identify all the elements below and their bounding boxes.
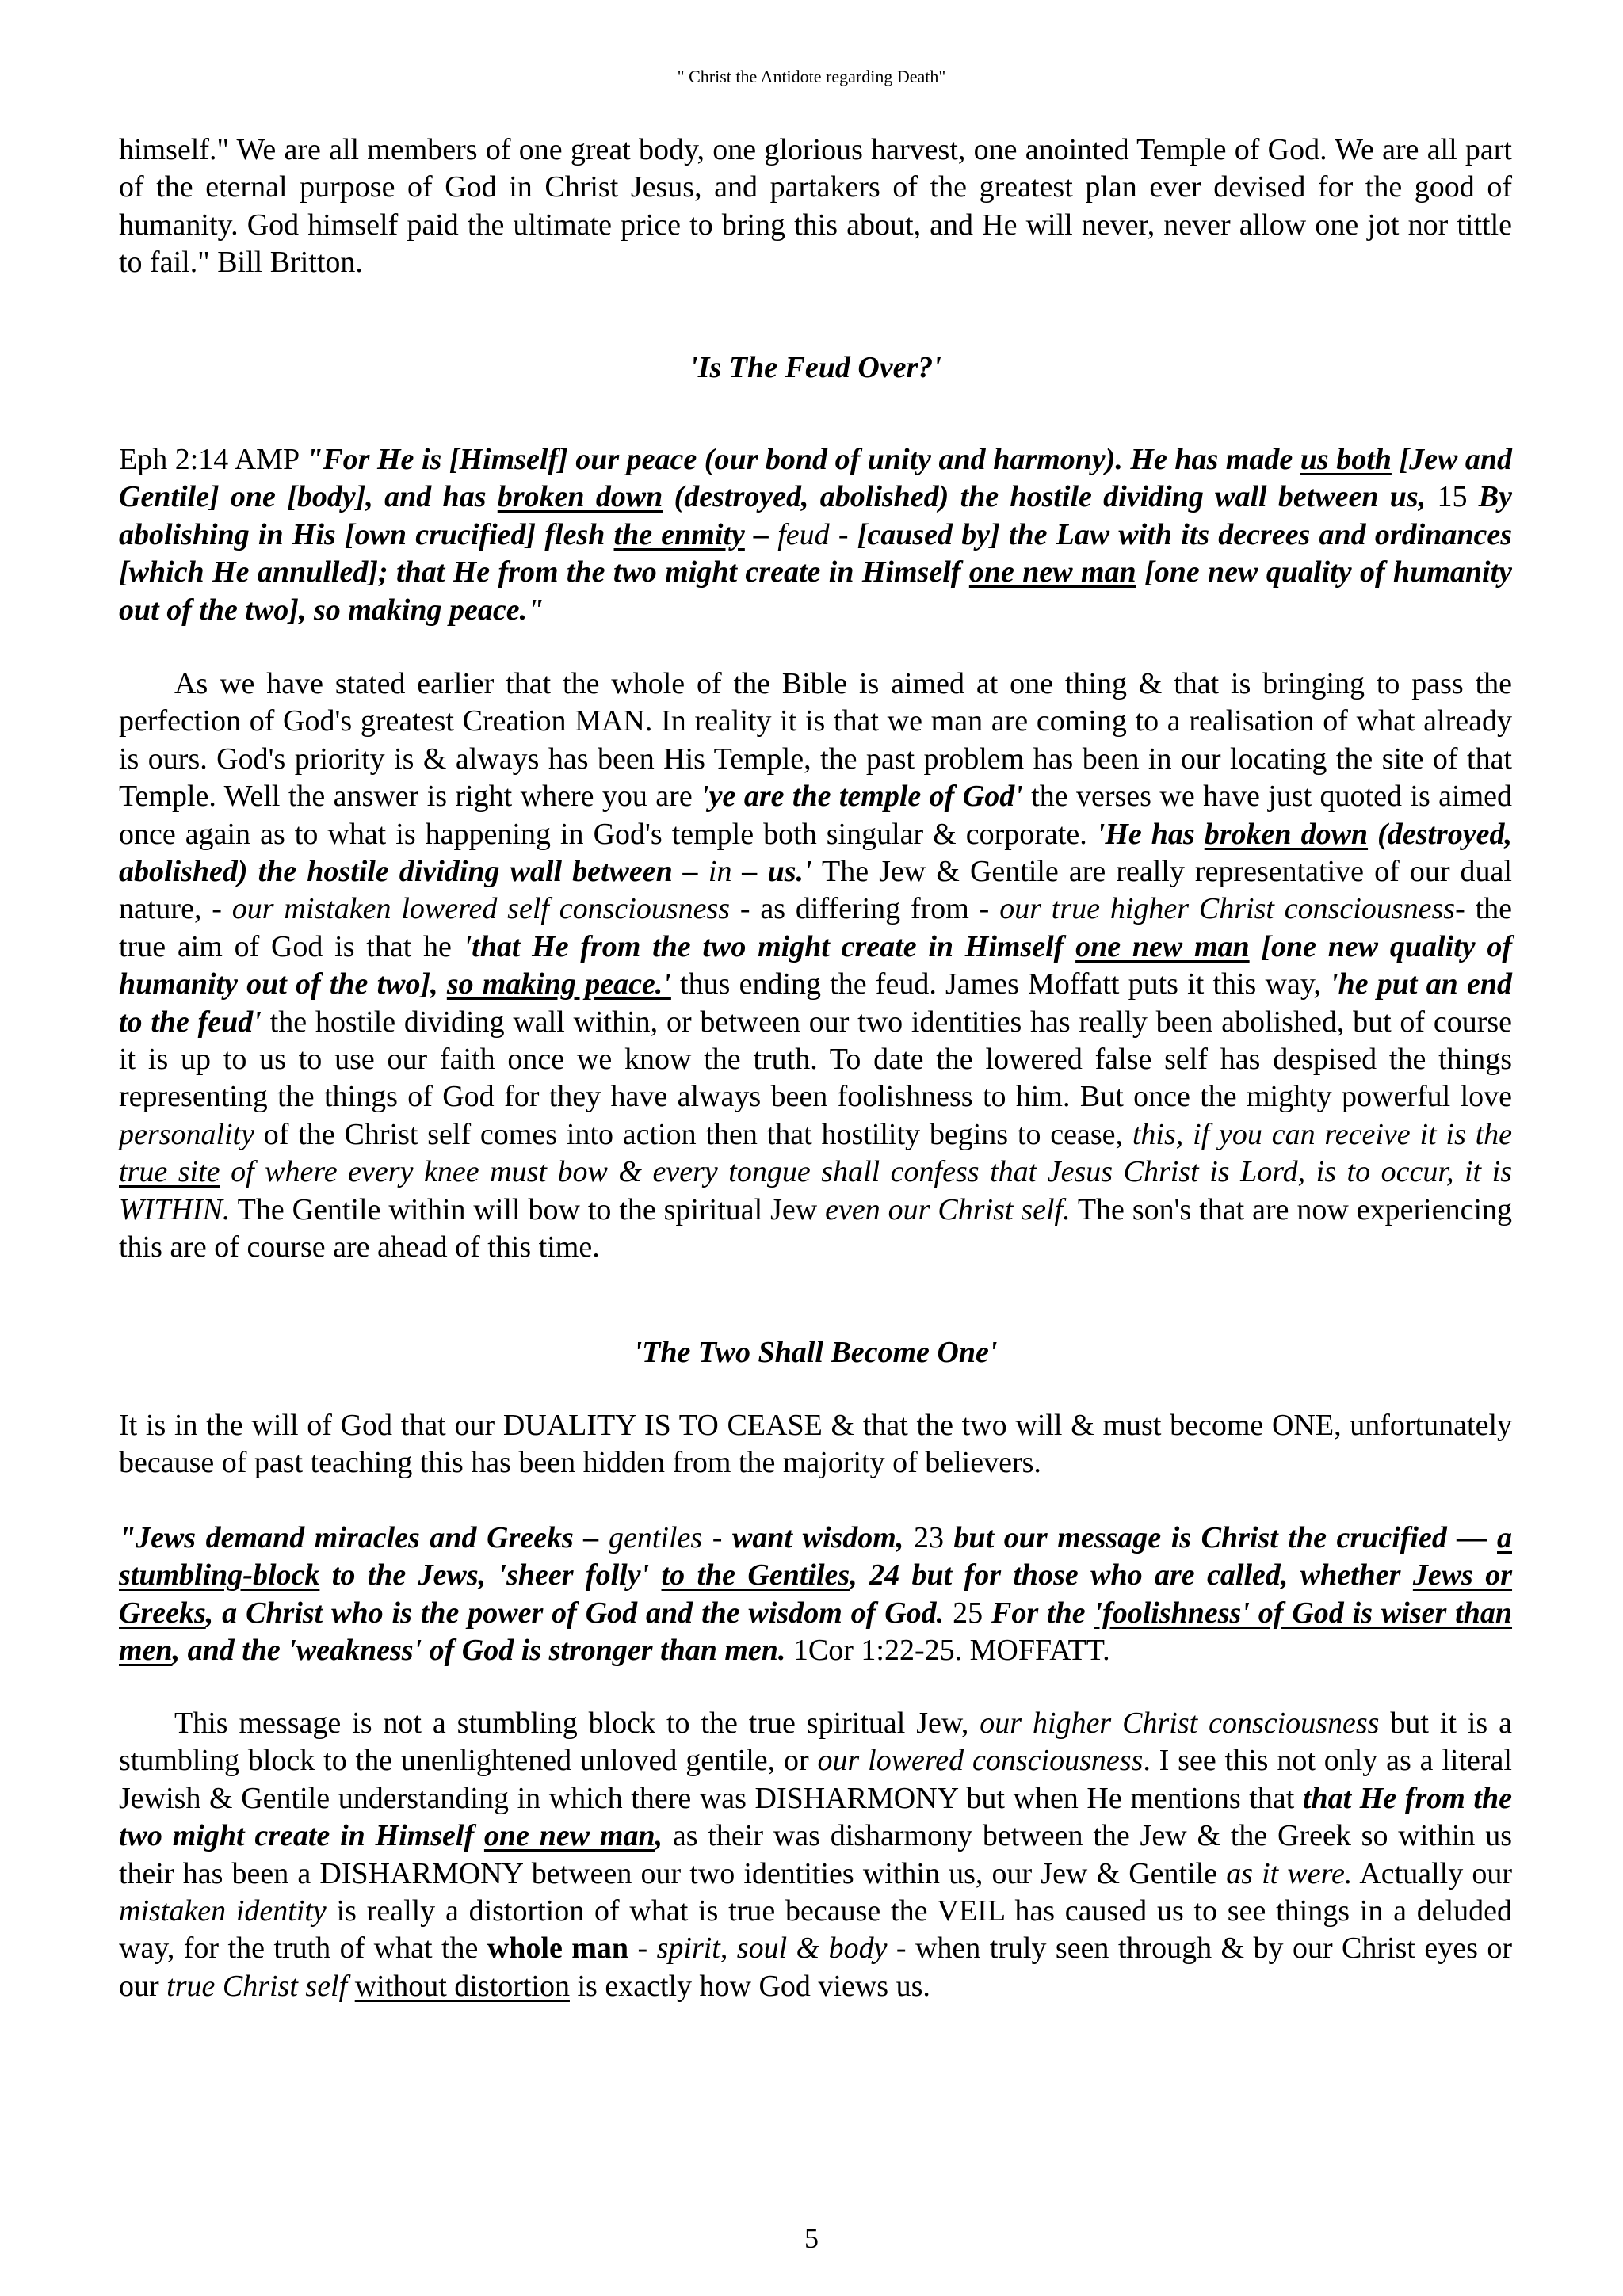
- section-heading-two-one: 'The Two Shall Become One': [633, 1336, 998, 1369]
- scripture-1cor-1-22: "Jews demand miracles and Greeks – gentiles - want wisdom, 23 but our message is Christ the crucified — a stumbling-block to the Jews, 'sheer folly' to the Gentiles, 24 but for those who are called, whether Jews or Greeks, a Christ who is the power of God and the wisdom of God. 25 For the 'foolishness' of God is wiser than men, and the 'weakness' of God is stronger than men. 1Cor 1:22-25. MOFFATT.: [119, 1521, 1513, 1668]
- page-number: 5: [804, 2222, 819, 2254]
- body-paragraph-duality: It is in the will of God that our DUALITY IS TO CEASE & that the two will & must become ONE, unfortunately because of past teaching this has been hidden from the majority of believers.: [119, 1409, 1512, 1480]
- body-paragraph-stumbling-block: This message is not a stumbling block to the true spiritual Jew, our higher Christ consciousness but it is a stumbling block to the unenlightened unloved gentile, or our lowered consciousness. I see this not only as a literal Jewish & Gentile understanding in which there was DISHARMONY but when He mentions that that He from the two might create in Himself one new man, as their was disharmony between the Jew & the Greek so within us their has been a DISHARMONY between our two identities within us, our Jew & Gentile as it were. Actually our mistaken identity is really a distortion of what is true because the VEIL has caused us to see things in a deluded way, for the truth of what the whole man - spirit, soul & body - when truly seen through & by our Christ eyes or our true Christ self without distortion is exactly how God views us.: [119, 1707, 1513, 2003]
- body-paragraph-feud: As we have stated earlier that the whole of the Bible is aimed at one thing & that is bringing to pass the perfection of God's greatest Creation MAN. In reality it is that we man are coming to a realisation of what already is ours. God's priority is & always has been His Temple, the past problem has been in our locating the site of that Temple. Well the answer is right where you are 'ye are the temple of God' the verses we have just quoted is aimed once again as to what is happening in God's temple both singular & corporate. 'He has broken down (destroyed, abolished) the hostile dividing wall between – in – us.' The Jew & Gentile are really representative of our dual nature, - our mistaken lowered self consciousness - as differing from - our true higher Christ consciousness- the true aim of God is that he 'that He from the two might create in Himself one new man [one new quality of humanity out of the two], so making peace.' thus ending the feud. James Moffatt puts it this way, 'he put an end to the feud' the hostile dividing wall within, or between our two identities has really been abolished, but of course it is up to us to use our faith once we know the truth. To date the lowered false self has despised the things representing the things of God for they have always been foolishness to him. But once the mighty powerful love personality of the Christ self comes into action then that hostility begins to cease, this, if you can receive it is the true site of where every knee must bow & every tongue shall confess that Jesus Christ is Lord, is to occur, it is WITHIN. The Gentile within will bow to the spiritual Jew even our Christ self. The son's that are now experiencing this are of course are ahead of this time.: [119, 667, 1513, 1264]
- scripture-eph-2-14: Eph 2:14 AMP "For He is [Himself] our peace (our bond of unity and harmony). He has made us both [Jew and Gentile] one [body], and has broken down (destroyed, abolished) the hostile dividing wall between us, 15 By abolishing in His [own crucified] flesh the enmity – feud - [caused by] the Law with its decrees and ordinances [which He annulled]; that He from the two might create in Himself one new man [one new quality of humanity out of the two], so making peace.": [119, 443, 1512, 627]
- running-header: " Christ the Antidote regarding Death": [677, 67, 946, 86]
- section-heading-feud: 'Is The Feud Over?': [689, 351, 941, 384]
- intro-quote-paragraph: himself." We are all members of one great body, one glorious harvest, one anointed Temple of God. We are all part of the eternal purpose of God in Christ Jesus, and partakers of the greatest plan ever devised for the good of humanity. God himself paid the ultimate price to bring this about, and He will never, never allow one jot nor tittle to fail." Bill Britton.: [119, 133, 1512, 280]
